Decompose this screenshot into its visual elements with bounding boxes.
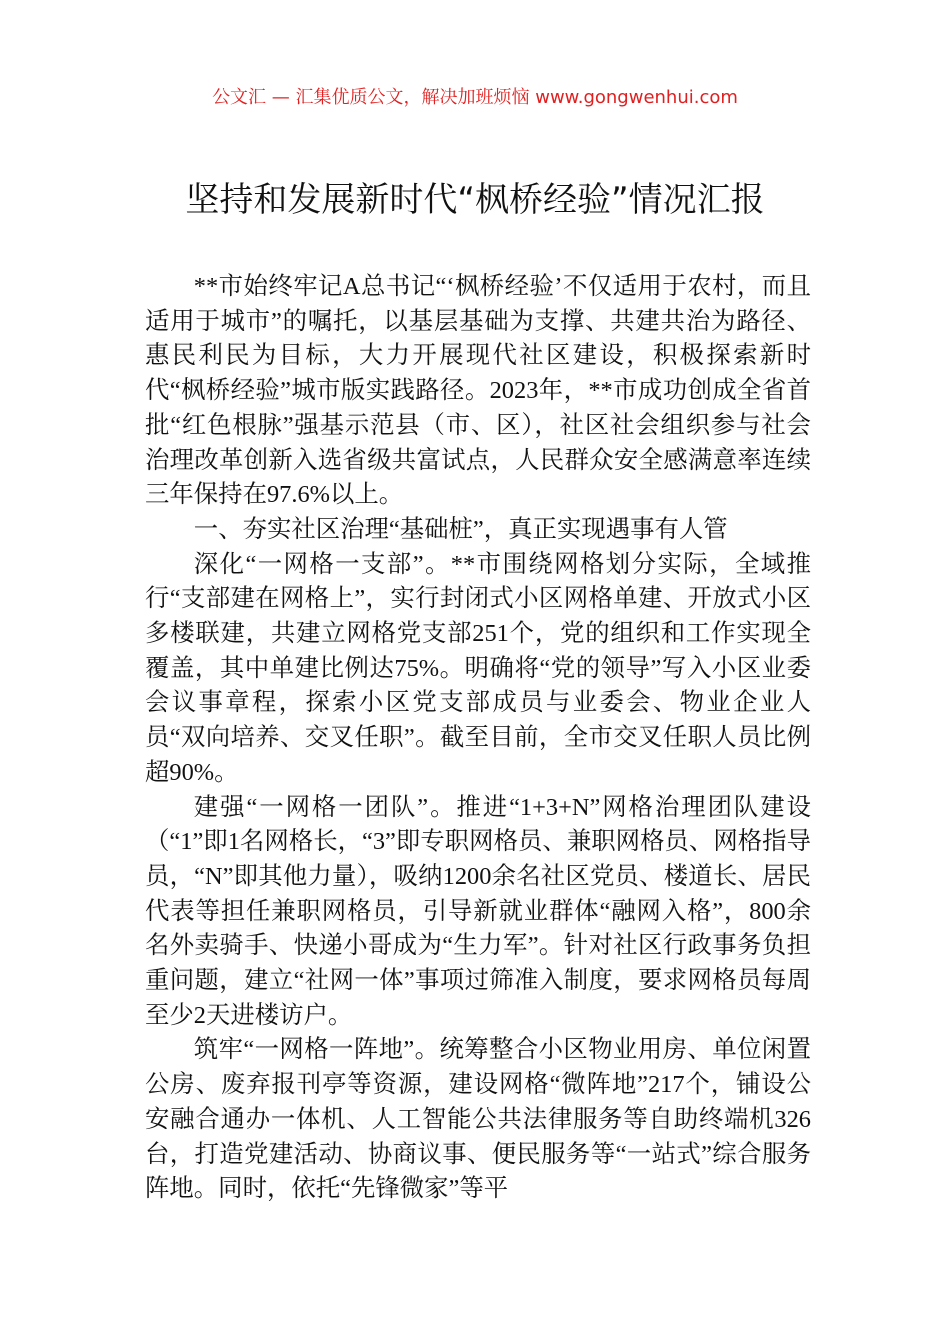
header-banner[interactable]: 公文汇 — 汇集优质公文，解决加班烦恼 www.gongwenhui.com <box>212 87 738 108</box>
document-title: 坚持和发展新时代“枫桥经验”情况汇报 <box>185 180 765 220</box>
paragraph-grid-team: 建强“一网格一团队”。推进“1+3+N”网格治理团队建设（“1”即1名网格长，“3”即专职网格员、兼职网格员、网格指导员，“N”即其他力量），吸纳1200余名社区党员、楼道长、居民代表等担任兼职网格员，引导新就业群体“融网入格”，800余名外卖骑手、快递小哥成为“生力军”。针对社区行政事务负担重问题，建立“社网一体”事项过筛准入制度，要求网格员每周至少2天进楼访户。 <box>145 793 811 1029</box>
paragraph-grid-position: 筑牢“一网格一阵地”。统筹整合小区物业用房、单位闲置公房、废弃报刊亭等资源，建设网格“微阵地”217个，铺设公安融合通办一体机、人工智能公共法律服务等自助终端机326台，打造党建活动、协商议事、便民服务等“一站式”综合服务阵地。同时，依托“先锋微家”等平 <box>145 1036 811 1203</box>
paragraph-grid-branch: 深化“一网格一支部”。**市围绕网格划分实际，全域推行“支部建在网格上”，实行封闭式小区网格单建、开放式小区多楼联建，共建立网格党支部251个，党的组织和工作实现全覆盖，其中单建比例达75%。明确将“党的领导”写入小区业委会议事章程，探索小区党支部成员与业委会、物业企业人员“双向培养、交叉任职”。截至目前，全市交叉任职人员比例超90%。 <box>145 550 811 786</box>
section-heading-1: 一、夯实社区治理“基础桩”，真正实现遇事有人管 <box>193 515 728 543</box>
paragraph-intro: **市始终牢记A总书记“‘枫桥经验’不仅适用于农村，而且适用于城市”的嘱托，以基层基础为支撑、共建共治为路径、惠民利民为目标，大力开展现代社区建设，积极探索新时代“枫桥经验”城市版实践路径。2023年，**市成功创成全省首批“红色根脉”强基示范县（市、区），社区社会组织参与社会治理改革创新入选省级共富试点，人民群众安全感满意率连续三年保持在97.6%以上。 <box>145 273 811 509</box>
document-body <box>145 270 811 1207</box>
